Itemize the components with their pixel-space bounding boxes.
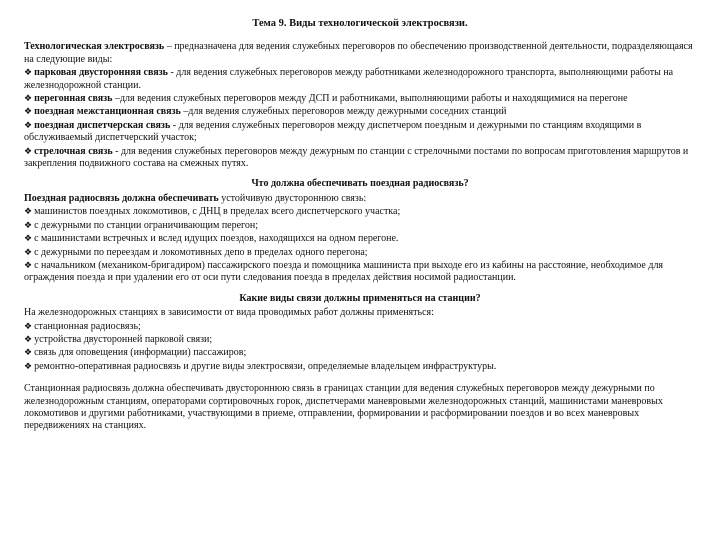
intro-bold: Поездная радиосвязь должна обеспечивать — [24, 192, 219, 204]
intro-text: – предназначена для ведения служебных переговоров по обеспечению производственной деятельности, подразделяющаяся на следующие виды: — [24, 41, 693, 65]
item-text: устройства двусторонней парковой связи; — [34, 333, 213, 345]
item-term: поездная диспетчерская связь — [34, 119, 171, 131]
list-item — [24, 119, 696, 145]
section-heading: Какие виды связи должны применяться на станции? — [239, 292, 481, 304]
list-item — [24, 205, 696, 218]
item-text: - для ведения служебных переговоров между работниками железнодорожного транспорта, выполняющими работы на железнодорожной станции. — [24, 67, 674, 91]
diamond-bullet-icon: ❖ — [24, 360, 33, 371]
document-body — [24, 18, 696, 433]
list-item — [24, 145, 696, 171]
intro-text: устойчивую двустороннюю связь: — [218, 192, 367, 204]
diamond-bullet-icon: ❖ — [24, 320, 33, 331]
section1-intro — [24, 41, 696, 66]
item-text: с дежурными по переездам и локомотивных депо в пределах одного перегона; — [34, 246, 368, 258]
item-text: ремонтно-оперативная радиосвязь и другие виды электросвязи, определяемые владельцем инфраструктуры. — [34, 360, 497, 372]
diamond-bullet-icon: ❖ — [24, 347, 33, 358]
list-item — [24, 333, 696, 346]
item-term: поездная межстанционная связь — [34, 106, 181, 118]
item-text: машинистов поездных локомотивов, с ДНЦ в пределах всего диспетчерского участка; — [34, 206, 401, 218]
diamond-bullet-icon: ❖ — [24, 333, 33, 344]
diamond-bullet-icon: ❖ — [24, 119, 33, 130]
item-text: с дежурными по станции ограничивающим перегон; — [34, 219, 259, 231]
list-item — [24, 320, 696, 333]
item-text: с машинистами встречных и вслед идущих поездов, находящихся на одном перегоне. — [34, 233, 399, 245]
diamond-bullet-icon: ❖ — [24, 259, 33, 270]
page-title: Тема 9. Виды технологической электросвязи. — [252, 18, 468, 29]
list-item — [24, 360, 696, 373]
item-text: - для ведения служебных переговоров между диспетчером поездным и дежурными по станциям входящими в обслуживаемый диспетчерский участок; — [24, 119, 642, 144]
closing-paragraph: Станционная радиосвязь должна обеспечивать двустороннюю связь в границах станции для ведения служебных переговоров между дежурными по железнодорожным станциям, операторами сортировочных горок, диспетчерами маневровыми железнодорожных станций, машинистами маневровых локомотивов и другими работниками, участвующими в приеме, отправлении, формировании и расформировании поездов и во всех маневровых передвижениях на станциях. — [24, 383, 663, 432]
section2-intro — [24, 193, 696, 205]
item-term: парковая двусторонняя связь — [34, 67, 168, 79]
list-item — [24, 66, 696, 92]
section3-intro: На железнодорожных станциях в зависимости от вида проводимых работ должны применяться: — [24, 307, 434, 319]
list-item — [24, 246, 696, 259]
list-item — [24, 232, 696, 245]
intro-term: Технологическая электросвязь — [24, 41, 165, 53]
item-term: стрелочная связь — [34, 145, 113, 157]
diamond-bullet-icon: ❖ — [24, 206, 33, 217]
diamond-bullet-icon: ❖ — [24, 67, 33, 78]
section-heading: Что должна обеспечивать поездная радиосвязь? — [251, 178, 469, 190]
item-text: связь для оповещения (информации) пассажиров; — [34, 347, 247, 359]
diamond-bullet-icon: ❖ — [24, 233, 33, 244]
item-term: перегонная связь — [34, 93, 113, 105]
item-text: - для ведения служебных переговоров между дежурным по станции с стрелочными постами по вопросам приготовления маршрутов и закрепления подвижного состава на смежных путях. — [24, 145, 689, 170]
list-item — [24, 92, 696, 105]
item-text: станционная радиосвязь; — [34, 320, 141, 332]
item-text: с начальником (механиком-бригадиром) пассажирского поезда и помощника машиниста при выходе его из кабины на расстояние, необходимое для ограждения поезда и при удалении его от оси пути следования поезда в пределах действия носимой радиостанции. — [24, 259, 664, 284]
list-item — [24, 219, 696, 232]
diamond-bullet-icon: ❖ — [24, 219, 33, 230]
list-item — [24, 346, 696, 359]
list-item — [24, 259, 696, 285]
diamond-bullet-icon: ❖ — [24, 145, 33, 156]
item-text: –для ведения служебных переговоров между дежурными соседних станций — [180, 106, 507, 118]
diamond-bullet-icon: ❖ — [24, 93, 33, 104]
diamond-bullet-icon: ❖ — [24, 246, 33, 257]
list-item — [24, 105, 696, 118]
spacer — [24, 373, 696, 383]
diamond-bullet-icon: ❖ — [24, 106, 33, 117]
item-text: –для ведения служебных переговоров между ДСП и работниками, выполняющими работы и находящимися на перегоне — [112, 93, 628, 105]
